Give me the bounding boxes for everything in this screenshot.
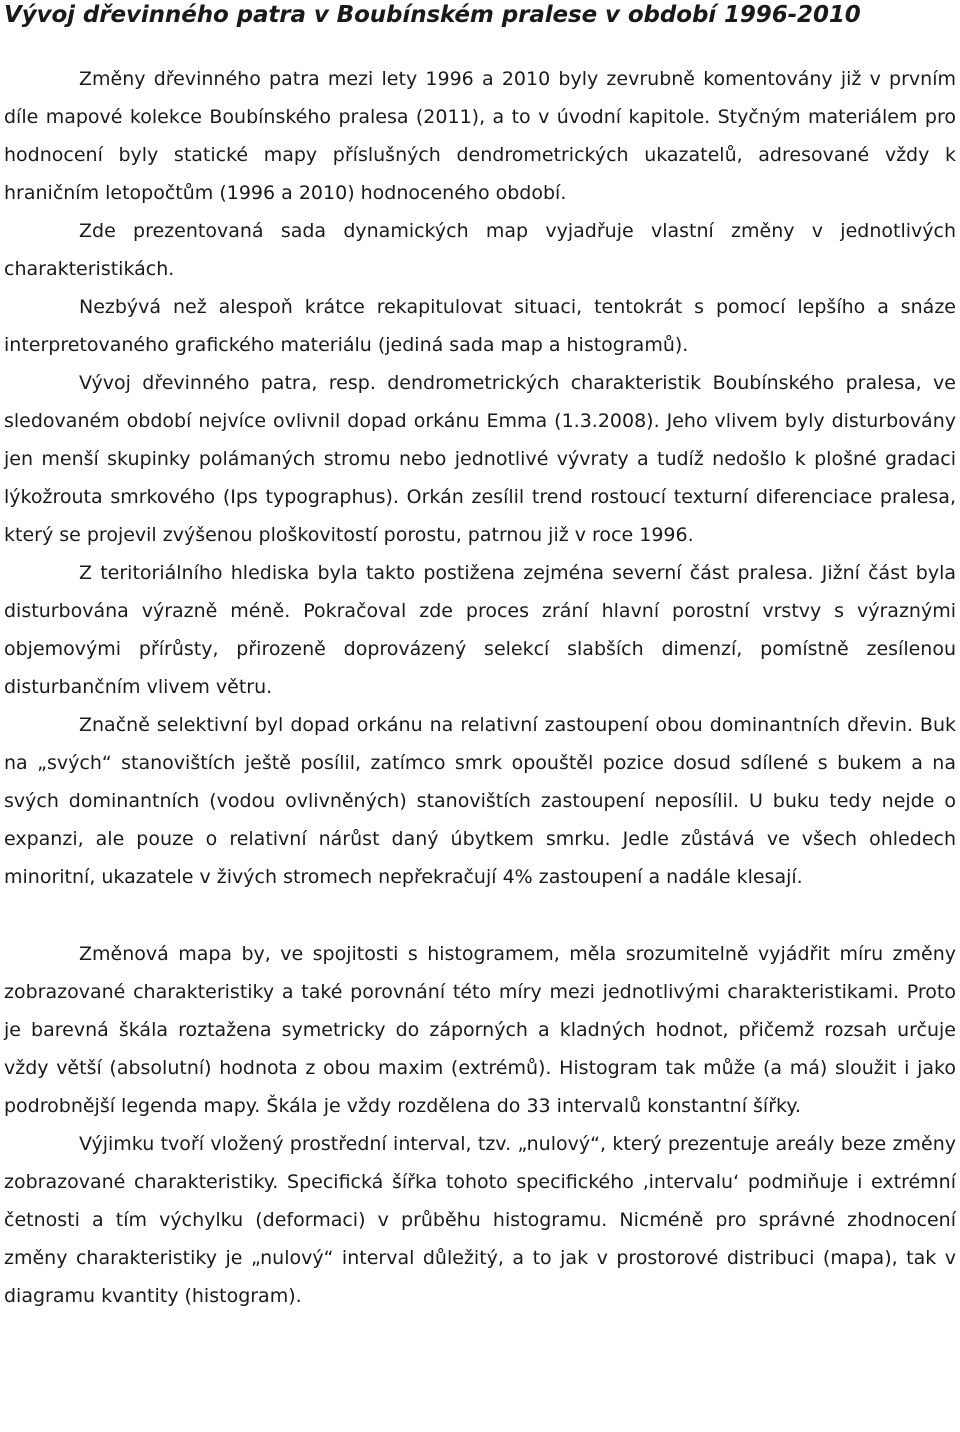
paragraph-recap: Nezbývá než alespoň krátce rekapitulovat situaci, tentokrát s pomocí lepšího a snáze interpretovaného grafického materiálu (jediná sada map a histogramů).	[4, 296, 956, 356]
paragraph-storm-emma: Vývoj dřevinného patra, resp. dendrometrických charakteristik Boubínského pralesa, ve sledovaném období nejvíce ovlivnil dopad orkánu Emma (1.3.2008). Jeho vlivem byly disturbovány jen menší skupinky polámaných stromu nebo jednotlivé vývraty a tudíž nedošlo k plošné gradaci lýkožrouta smrkového (Ips typographus). Orkán zesílil trend rostoucí texturní diferenciace pralesa, který se projevil zvýšenou ploškovitostí porostu, patrnou již v roce 1996.	[4, 372, 956, 546]
paragraph-intro: Změny dřevinného patra mezi lety 1996 a 2010 byly zevrubně komentovány již v prvním díle mapové kolekce Boubínského pralesa (2011), a to v úvodní kapitole. Styčným materiálem pro hodnocení byly statické mapy příslušných dendrometrických ukazatelů, adresované vždy k hraničním letopočtům (1996 a 2010) hodnoceného období.	[4, 68, 956, 204]
paragraph-dynamic-maps: Zde prezentovaná sada dynamických map vyjadřuje vlastní změny v jednotlivých charakteristikách.	[4, 220, 956, 280]
paragraph-territorial: Z teritoriálního hlediska byla takto postižena zejména severní část pralesa. Jižní část byla disturbována výrazně méně. Pokračoval zde proces zrání hlavní porostní vrstvy s výraznými objemovými přírůsty, přirozeně doprovázený selekcí slabších dimenzí, pomístně zesílenou disturbančním vlivem větru.	[4, 562, 956, 698]
paragraph-species-shift: Značně selektivní byl dopad orkánu na relativní zastoupení obou dominantních dřevin. Buk na „svých“ stanovištích ještě posílil, zatímco smrk opouštěl pozice dosud sdílené s bukem a na svých dominantních (vodou ovlivněných) stanovištích zastoupení neposílil. U buku tedy nejde o expanzi, ale pouze o relativní nárůst daný úbytkem smrku. Jedle zůstává ve všech ohledech minoritní, ukazatele v živých stromech nepřekračují 4% zastoupení a nadále klesají.	[4, 714, 956, 888]
document-body	[4, 60, 956, 1315]
paragraph-change-map: Změnová mapa by, ve spojitosti s histogramem, měla srozumitelně vyjádřit míru změny zobrazované charakteristiky a také porovnání této míry mezi jednotlivými charakteristikami. Proto je barevná škála roztažena symetricky do záporných a kladných hodnot, přičemž rozsah určuje vždy větší (absolutní) hodnota z obou maxim (extrémů). Histogram tak může (a má) sloužit i jako podrobnější legenda mapy. Škála je vždy rozdělena do 33 intervalů konstantní šířky.	[4, 943, 956, 1117]
paragraph-null-interval: Výjimku tvoří vložený prostřední interval, tzv. „nulový“, který prezentuje areály beze změny zobrazované charakteristiky. Specifická šířka tohoto specifického ‚intervalu‘ podmiňuje i extrémní četnosti a tím výchylku (deformaci) v průběhu histogramu. Nicméně pro správné zhodnocení změny charakteristiky je „nulový“ interval důležitý, a to jak v prostorové distribuci (mapa), tak v diagramu kvantity (histogram).	[4, 1133, 956, 1307]
paragraph-gap	[4, 896, 956, 935]
page-title: Vývoj dřevinného patra v Boubínském pralese v období 1996-2010	[4, 2, 861, 28]
